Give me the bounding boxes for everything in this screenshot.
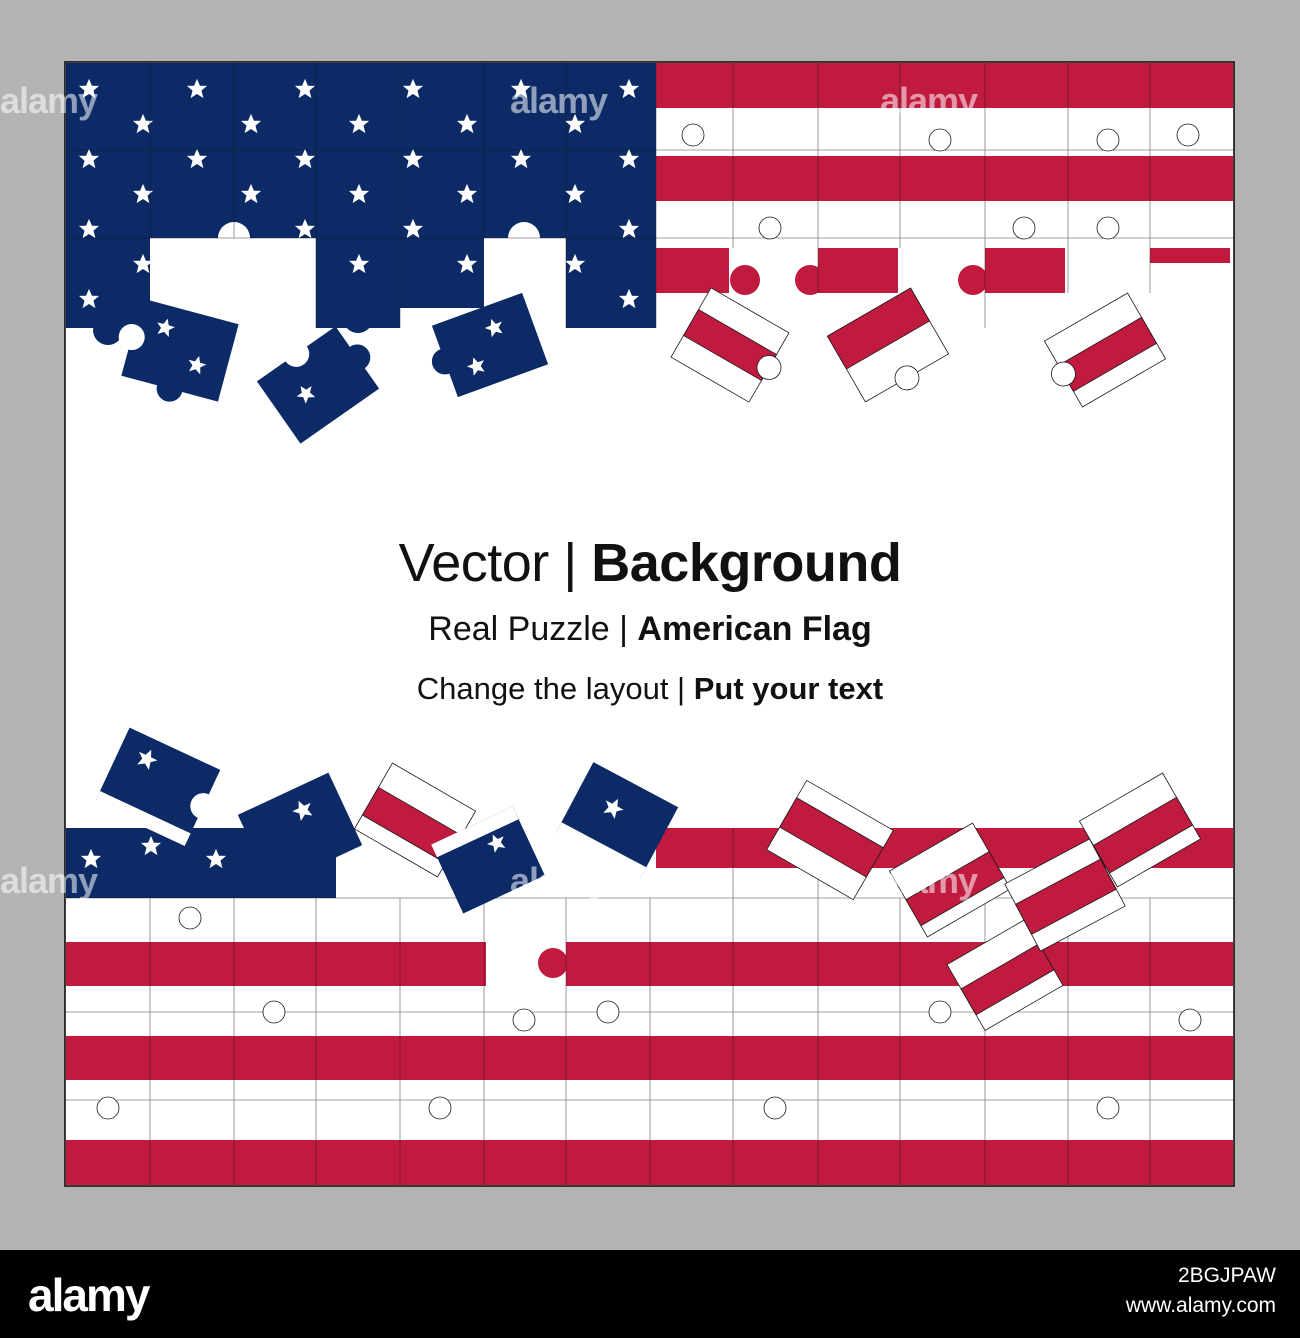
footer-url: www.alamy.com xyxy=(1125,1294,1276,1317)
watermark: alamy xyxy=(510,80,608,121)
watermark: alamy xyxy=(880,860,978,901)
headline-line-1-light: Vector | xyxy=(398,533,592,593)
headline-line-1-bold: Background xyxy=(591,533,902,593)
watermark: alamy xyxy=(880,80,978,121)
headline-line-2-light: Real Puzzle | xyxy=(428,610,638,648)
watermark: alamy xyxy=(0,80,98,121)
headline-line-3-light: Change the layout | xyxy=(416,671,694,706)
headline-line-3 xyxy=(0,671,1300,707)
footer-image-id: 2BGJPAW xyxy=(1177,1264,1276,1287)
headline-line-3-bold: Put your text xyxy=(693,671,884,706)
headline-line-2 xyxy=(0,610,1300,649)
footer-bar xyxy=(0,1250,1300,1338)
headline-line-1 xyxy=(0,532,1300,594)
footer-logo: alamy xyxy=(28,1269,149,1321)
watermark: alamy xyxy=(0,860,98,901)
headline-line-2-bold: American Flag xyxy=(637,610,872,648)
watermark: alamy xyxy=(510,860,608,901)
